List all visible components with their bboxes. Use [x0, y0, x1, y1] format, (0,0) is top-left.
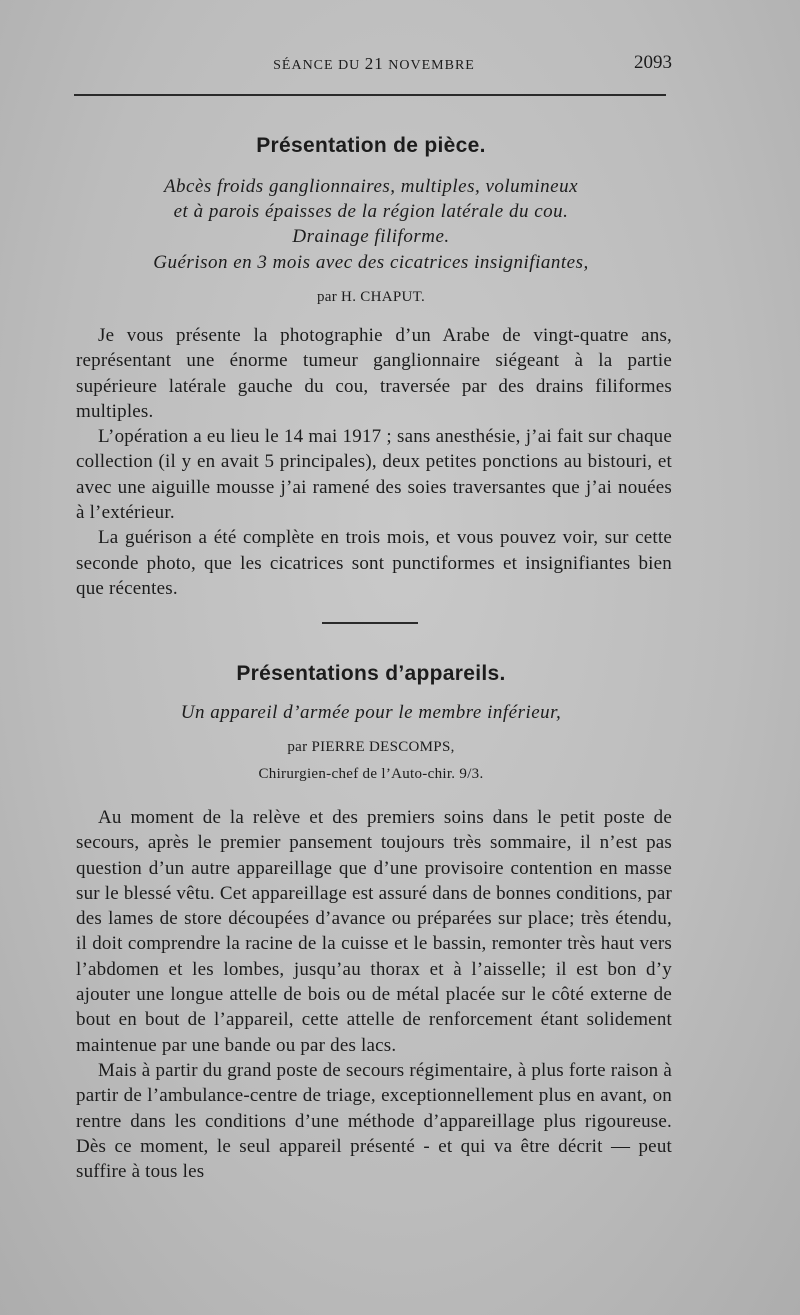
- author-byline-descomps: par PIERRE DESCOMPS,: [287, 739, 455, 755]
- paragraph: Au moment de la relève et des premiers soins dans le petit poste de secours, après le premier pansement toujours très sommaire, il n’est pas question d’un autre appareillage que d’une provisoire contention en masse sur le blessé vêtu. Cet appareillage est assuré dans de bonnes conditions, par des lames de store découpées d’avance ou préparées sur place; très étendu, il doit comprendre la racine de la cuisse et le bassin, remonter très haut vers l’abdomen et les lombes, jusqu’au thorax et à l’aisselle; il est bon d’y ajouter une longue attelle de bois ou de métal placée sur le côté externe de bout en bout de l’appareil, cette attelle de renforcement étant solidement maintenue par une bande ou par des lacs.: [76, 807, 672, 1056]
- section-title-appareils: Présentations d’appareils.: [236, 662, 506, 685]
- section1-body: [76, 323, 672, 601]
- author-byline-chaput: par H. CHAPUT.: [316, 289, 426, 305]
- paragraph: La guérison a été complète en trois mois, et vous pouvez voir, sur cette seconde photo, que les cicatrices sont punctiformes et insignifiantes bien que récentes.: [76, 527, 672, 599]
- author-affiliation: Chirurgien-chef de l’Auto-chir. 9/3.: [258, 766, 484, 782]
- subtitle-line-3: Drainage filiforme.: [292, 226, 450, 247]
- subtitle-line-4: Guérison en 3 mois avec des cicatrices insignifiantes,: [153, 252, 589, 273]
- subtitle-appareil: Un appareil d’armée pour le membre inférieur,: [180, 702, 562, 723]
- page-number: 2093: [634, 52, 672, 73]
- paragraph: L’opération a eu lieu le 14 mai 1917 ; sans anesthésie, j’ai fait sur chaque collection (il y en avait 5 principales), deux petites ponctions au bistouri, et avec une aiguille mousse j’ai ramené des soies traversantes que j’ai nouées à l’extérieur.: [76, 426, 672, 524]
- running-head: [78, 50, 670, 74]
- paragraph: Mais à partir du grand poste de secours régimentaire, à plus forte raison à partir de l’ambulance-centre de triage, exceptionnellement plus en avant, on rentre dans les conditions d’une méthode d’appareillage plus rigoureuse. Dès ce moment, le seul appareil présenté - et qui va être décrit — peut suffire à tous les: [76, 1059, 672, 1183]
- section-title-piece: Présentation de pièce.: [256, 134, 486, 157]
- subtitle-line-1: Abcès froids ganglionnaires, multiples, volumineux: [163, 176, 579, 197]
- section2-body: [76, 805, 672, 1184]
- header-rule: [74, 94, 666, 96]
- running-title-post: NOVEMBRE: [383, 58, 475, 73]
- section-separator: [322, 622, 418, 624]
- running-title: [78, 54, 670, 74]
- running-title-pre: SÉANCE DU: [273, 58, 365, 73]
- paragraph: Je vous présente la photographie d’un Arabe de vingt-quatre ans, représentant une énorme tumeur ganglionnaire siégeant à la partie supérieure latérale gauche du cou, traversée par des drains filiformes multiples.: [76, 325, 672, 422]
- running-title-date: 21: [364, 54, 384, 73]
- subtitle-line-2: et à parois épaisses de la région latérale du cou.: [173, 201, 569, 222]
